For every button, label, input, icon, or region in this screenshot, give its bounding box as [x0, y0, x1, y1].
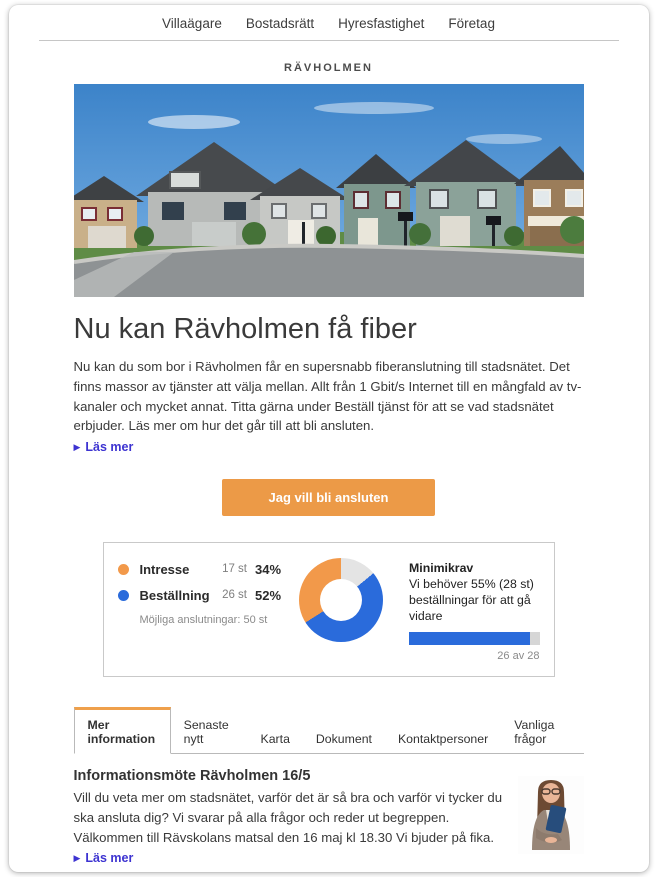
legend-label: Beställning [139, 587, 210, 603]
chart-legend [118, 558, 282, 626]
bestallning-dot-icon [118, 590, 129, 601]
tab-bar [74, 707, 584, 754]
read-more-link[interactable] [74, 440, 134, 454]
minimum-line1: Vi behöver 55% (28 st) [409, 576, 534, 591]
intro-text: Nu kan du som bor i Rävholmen får en supersnabb fiberanslutning till stadsnätet. Det finns massor av tjänster att välja mellan. Allt från 1 Gbit/s Internet till en mångfald av tv-kanaler och mycket annat. Titta gärna under Beställ tjänst för att se vad stadsnätet erbjuder. Läs mer om hur det går till att bli ansluten. [73, 359, 582, 434]
page-card [9, 5, 649, 872]
arrow-right-icon: ▶ [73, 441, 81, 452]
contact-person-photo [518, 776, 584, 854]
minimum-title: Minimikrav [409, 560, 474, 575]
legend-count: 17 st [222, 563, 247, 576]
tab-kontaktpersoner[interactable]: Kontaktpersoner [397, 732, 489, 747]
progress-bar [409, 632, 539, 645]
nav-item-bostadsratt[interactable]: Bostadsrätt [245, 16, 315, 31]
article-body: Vill du veta mer om stadsnätet, varför det är så bra och varför vi tycker du ska ansluta dig? Vi svarar på alla frågor och reder ut begreppen. Välkommen till Rävskolans matsal den 16 maj kl 18.30 Vi bjuder på fika. [73, 790, 503, 845]
legend-row-intresse [118, 562, 282, 577]
donut-hole [320, 579, 362, 621]
legend-label: Intresse [139, 561, 190, 577]
article-read-more-label: Läs mer [85, 851, 134, 866]
article-title: Informationsmöte Rävholmen 16/5 [73, 768, 311, 785]
nav-divider [39, 40, 619, 41]
area-label: RÄVHOLMEN [284, 62, 373, 74]
minimum-line2: beställningar för att gå vidare [409, 593, 531, 624]
article-read-more-link[interactable] [74, 851, 134, 865]
arrow-right-icon: ▶ [73, 852, 81, 863]
progress-label: 26 av 28 [497, 649, 540, 662]
article-informationsmote [74, 768, 584, 866]
legend-percent: 52% [255, 587, 282, 603]
stats-box [103, 542, 555, 677]
minimum-requirement [409, 558, 539, 663]
tab-vanliga-fragor[interactable]: Vanliga frågor [514, 718, 555, 747]
page-title: Nu kan Rävholmen få fiber [73, 313, 417, 345]
progress-bar-fill [409, 632, 530, 645]
tab-karta[interactable]: Karta [260, 732, 290, 747]
legend-row-bestallning [118, 588, 282, 603]
tab-mer-information[interactable]: Mer information [74, 707, 171, 754]
intresse-dot-icon [118, 564, 129, 575]
hero-image [74, 84, 584, 297]
connect-cta-button[interactable]: Jag vill bli ansluten [222, 479, 435, 516]
tab-senaste-nytt[interactable]: Senaste nytt [183, 718, 229, 747]
nav-item-hyresfastighet[interactable]: Hyresfastighet [338, 16, 425, 31]
nav-item-villaagare[interactable]: Villaägare [162, 16, 222, 31]
tab-dokument[interactable]: Dokument [315, 732, 372, 747]
top-nav [9, 5, 649, 40]
legend-count: 26 st [222, 589, 247, 602]
legend-percent: 34% [255, 561, 282, 577]
read-more-label: Läs mer [85, 440, 134, 455]
possible-connections-note: Möjliga anslutningar: 50 st [139, 613, 268, 626]
donut-chart [299, 558, 383, 642]
nav-item-foretag[interactable]: Företag [448, 16, 495, 31]
